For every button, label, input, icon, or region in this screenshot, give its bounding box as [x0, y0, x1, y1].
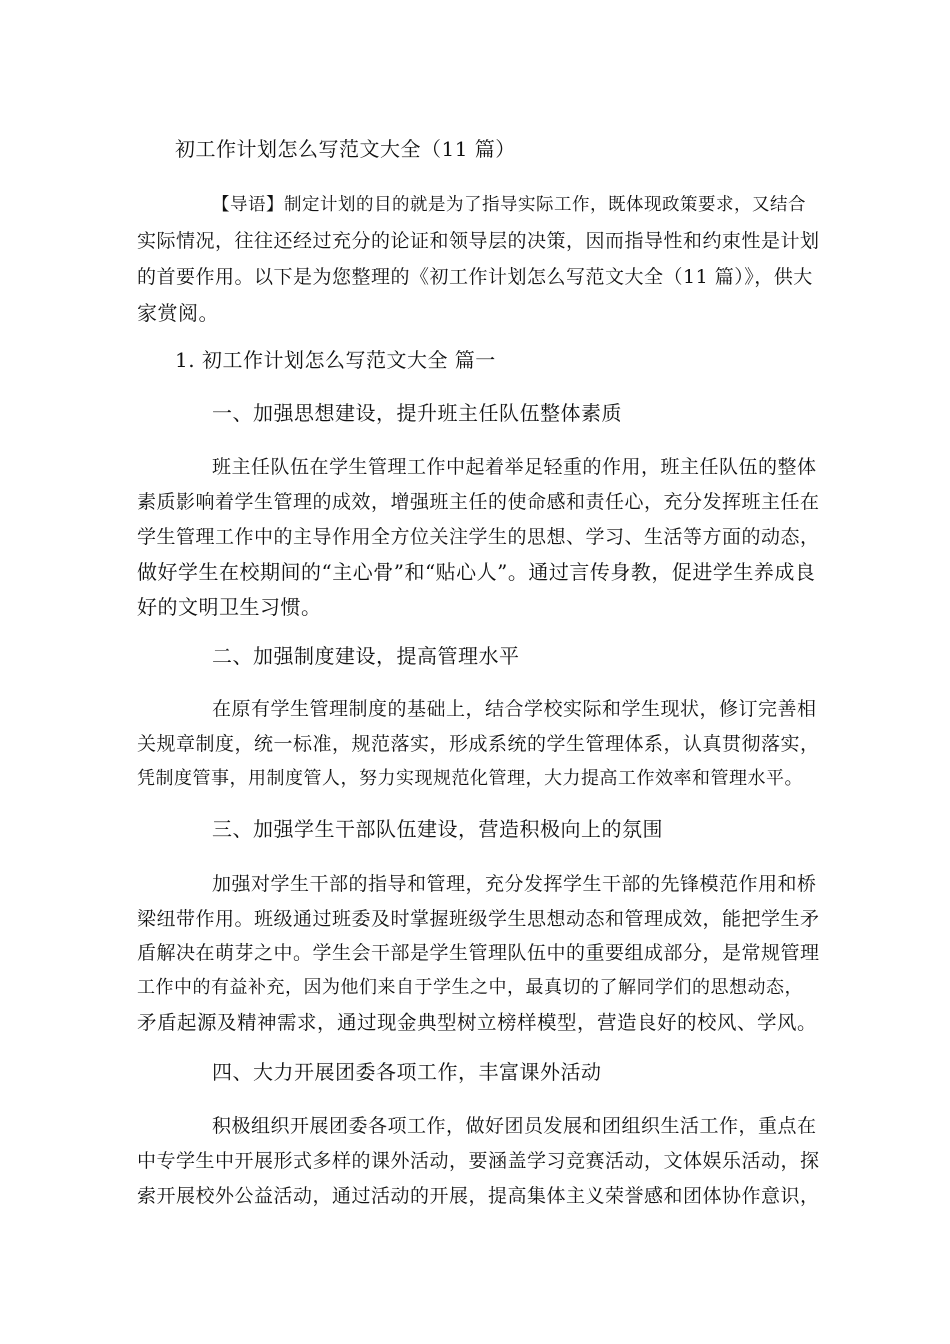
paragraph-line: 关规章制度，统一标准，规范落实，形成系统的学生管理体系，认真贯彻落实，: [137, 733, 820, 755]
paragraph-line: 积极组织开展团委各项工作，做好团员发展和团组织生活工作，重点在: [212, 1115, 817, 1137]
paragraph-line: 做好学生在校期间的“主心骨”和“贴心人”。通过言传身教，促进学生养成良: [137, 560, 816, 584]
paragraph-line: 班主任队伍在学生管理工作中起着举足轻重的作用，班主任队伍的整体: [212, 456, 817, 478]
intro-line: 实际情况，往往还经过充分的论证和领导层的决策，因而指导性和约束性是计划: [137, 230, 820, 252]
paragraph-line: 矛盾起源及精神需求，通过现金典型树立榜样模型，营造良好的校风、学风。: [137, 1011, 818, 1034]
section-title: 1. 初工作计划怎么写范文大全 篇一: [175, 348, 496, 372]
heading-1: 一、加强思想建设，提升班主任队伍整体素质: [212, 401, 622, 425]
intro-line: 家赏阅。: [137, 301, 219, 325]
intro-line: 【导语】制定计划的目的就是为了指导实际工作，既体现政策要求，又结合: [212, 195, 806, 215]
heading-3: 三、加强学生干部队伍建设，营造积极向上的氛围: [212, 817, 663, 841]
paragraph-line: 凭制度管事，用制度管人，努力实现规范化管理，大力提高工作效率和管理水平。: [137, 768, 803, 789]
paragraph-line: 加强对学生干部的指导和管理，充分发挥学生干部的先锋模范作用和桥: [212, 873, 817, 895]
paragraph-line: 索开展校外公益活动，通过活动的开展，提高集体主义荣誉感和团体协作意识，: [137, 1185, 820, 1207]
paragraph-line: 中专学生中开展形式多样的课外活动，要涵盖学习竞赛活动，文体娱乐活动，探: [137, 1150, 820, 1172]
paragraph-line: 好的文明卫生习惯。: [137, 595, 322, 619]
paragraph-line: 盾解决在萌芽之中。学生会干部是学生管理队伍中的重要组成部分，是常规管理: [137, 942, 820, 964]
paragraph-line: 在原有学生管理制度的基础上，结合学校实际和学生现状，修订完善相: [212, 698, 817, 720]
heading-2: 二、加强制度建设，提高管理水平: [212, 644, 520, 668]
paragraph-line: 素质影响着学生管理的成效，增强班主任的使命感和责任心，充分发挥班主任在: [137, 491, 820, 513]
heading-4: 四、大力开展团委各项工作，丰富课外活动: [212, 1060, 602, 1084]
document-title: 初工作计划怎么写范文大全（11 篇）: [175, 137, 516, 161]
intro-line: 的首要作用。以下是为您整理的《初工作计划怎么写范文大全（11 篇）》，供大: [137, 266, 813, 288]
paragraph-line: 梁纽带作用。班级通过班委及时掌握班级学生思想动态和管理成效，能把学生矛: [137, 908, 820, 930]
paragraph-line: 学生管理工作中的主导作用全方位关注学生的思想、学习、生活等方面的动态，: [137, 526, 820, 548]
paragraph-line: 工作中的有益补充，因为他们来自于学生之中，最真切的了解同学们的思想动态，: [137, 977, 803, 998]
